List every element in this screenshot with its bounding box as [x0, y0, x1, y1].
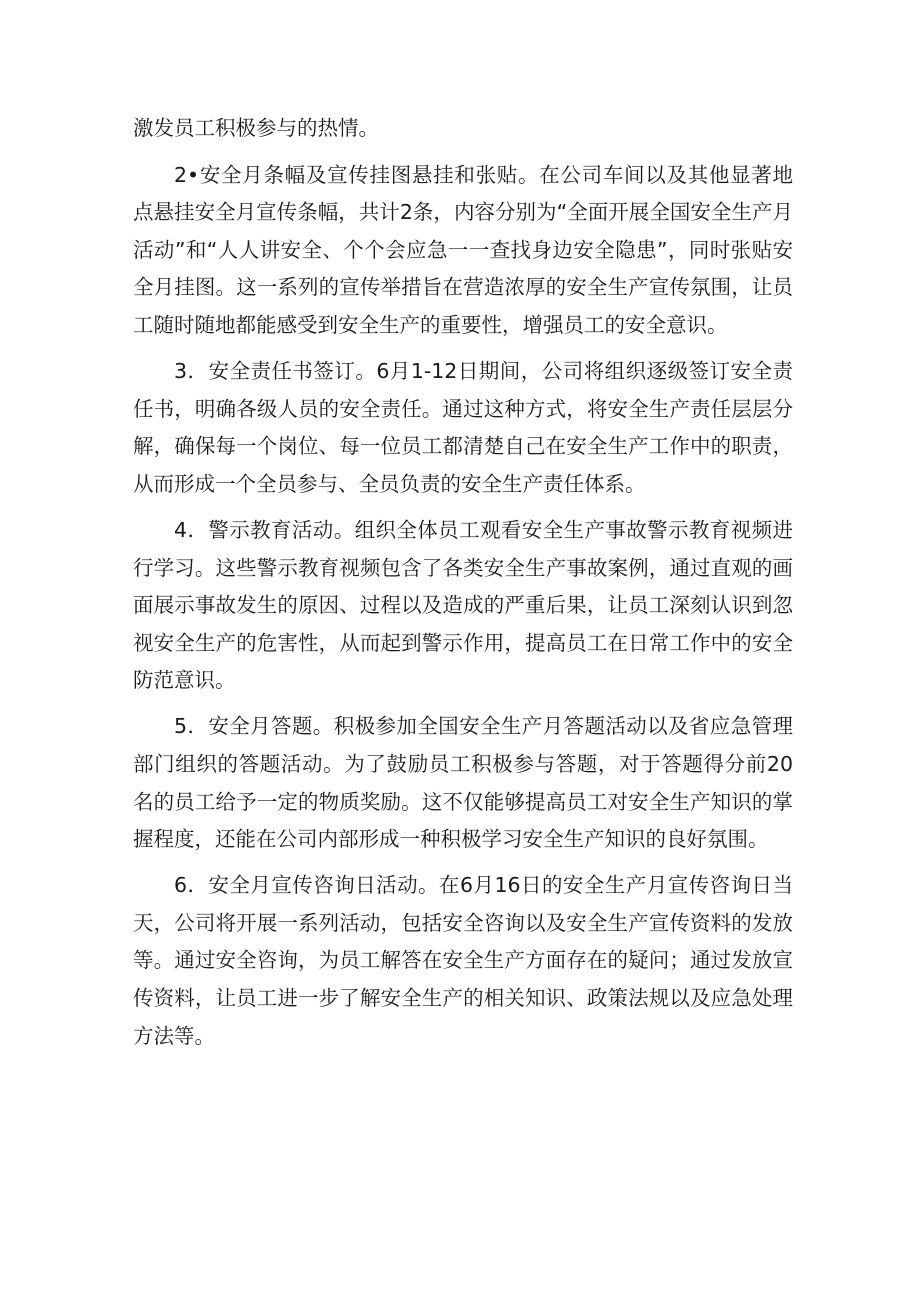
- paragraph-warning-education: 4．警示教育活动。组织全体员工观看安全生产事故警示教育视频进行学习。这些警示教育视频包含了各类安全生产事故案例，通过直观的画面展示事故发生的原因、过程以及造成的严重后果，让员工深刻认识到忽视安全生产的危害性，从而起到警示作用，提高员工在日常工作中的安全防范意识。: [133, 517, 793, 693]
- document-body: [133, 110, 793, 1064]
- paragraph-responsibility-letter: 3．安全责任书签订。6月1-12日期间，公司将组织逐级签订安全责任书，明确各级人员的安全责任。通过这种方式，将安全生产责任层层分解，确保每一个岗位、每一位员工都清楚自己在安全生产工作中的职责，从而形成一个全员参与、全员负责的安全生产责任体系。: [133, 359, 793, 496]
- paragraph-continuation: 激发员工积极参与的热情。: [133, 116, 379, 140]
- paragraph-banners-posters: 2•安全月条幅及宣传挂图悬挂和张贴。在公司车间以及其他显著地点悬挂安全月宣传条幅，共计2条，内容分别为“全面开展全国安全生产月活动”和“人人讲安全、个个会应急一一查找身边安全隐患”，同时张贴安全月挂图。这一系列的宣传举措旨在营造浓厚的安全生产宣传氛围，让员工随时随地都能感受到安全生产的重要性，增强员工的安全意识。: [133, 162, 793, 337]
- paragraph-consultation-day: 6．安全月宣传咨询日活动。在6月16日的安全生产月宣传咨询日当天，公司将开展一系列活动，包括安全咨询以及安全生产宣传资料的发放等。通过安全咨询，为员工解答在安全生产方面存在的疑问；通过发放宣传资料，让员工进一步了解安全生产的相关知识、政策法规以及应急处理方法等。: [133, 873, 793, 1048]
- paragraph-safety-quiz: 5．安全月答题。积极参加全国安全生产月答题活动以及省应急管理部门组织的答题活动。为了鼓励员工积极参与答题，对于答题得分前20名的员工给予一定的物质奖励。这不仅能够提高员工对安全生产知识的掌握程度，还能在公司内部形成一种积极学习安全生产知识的良好氛围。: [133, 714, 793, 852]
